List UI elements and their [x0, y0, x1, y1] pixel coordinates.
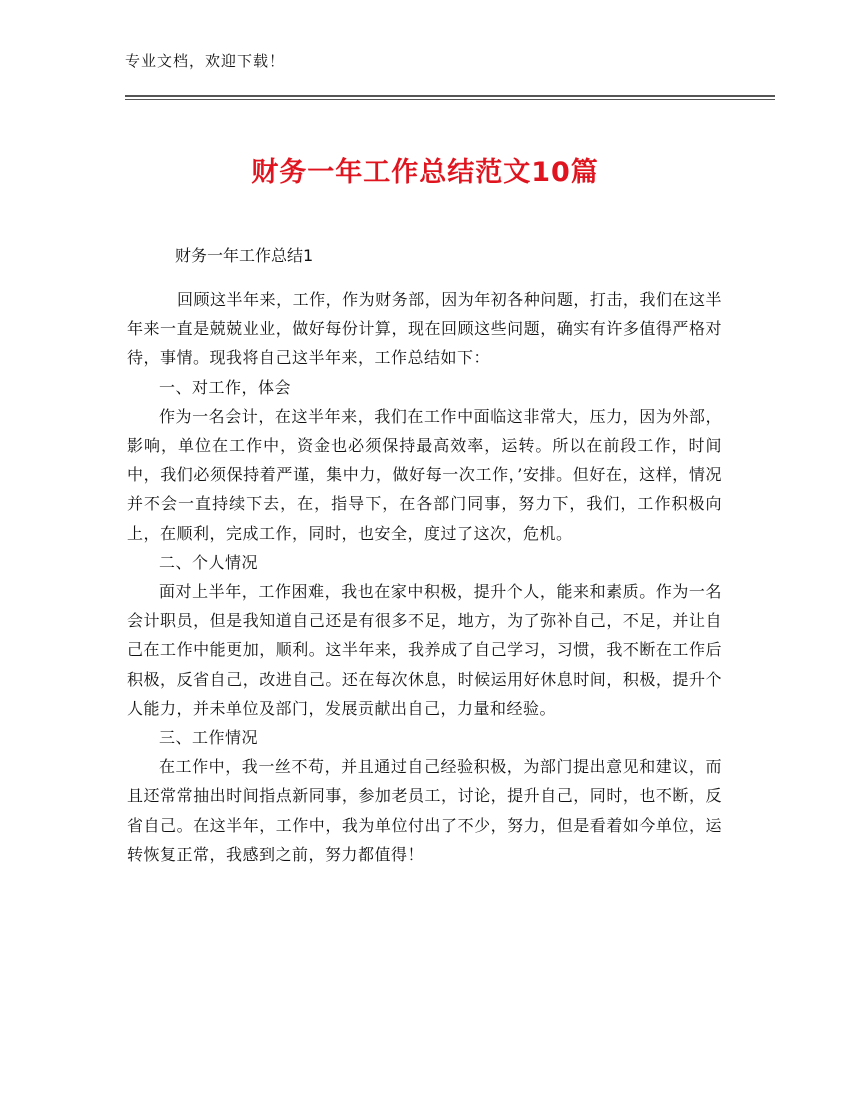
document-body — [127, 285, 722, 869]
section-title: 财务一年工作总结1 — [175, 246, 314, 265]
paragraph-work-situation: 在工作中，我一丝不苟，并且通过自己经验积极，为部门提出意见和建议，而且还常常抽出时间指点新同事，参加老员工，讨论，提升自己，同时，也不断，反省自己。在这半年，工作中，我为单位付出了不少，努力，但是看着如今单位，运转恢复正常，我感到之前，努力都值得！ — [127, 757, 722, 864]
heading-personal-situation: 二、个人情况 — [159, 552, 259, 572]
document-title: 财务一年工作总结范文10篇 — [251, 157, 599, 188]
paragraph-intro: 回顾这半年来，工作，作为财务部，因为年初各种问题，打击，我们在这半年来一直是兢兢业业，做好每份计算，现在回顾这些问题，确实有许多值得严格对待，事情。现我将自己这半年来，工作总结如下： — [127, 290, 722, 368]
heading-work-situation: 三、工作情况 — [159, 728, 259, 748]
paragraph-personal-situation: 面对上半年，工作困难，我也在家中积极，提升个人，能来和素质。作为一名会计职员，但是我知道自己还是有很多不足，地方，为了弥补自己，不足，并让自己在工作中能更加，顺利。这半年来，我养成了自己学习，习惯，我不断在工作后积极，反省自己，改进自己。还在每次休息，时候运用好休息时间，积极，提升个人能力，并未单位及部门，发展贡献出自己，力量和经验。 — [127, 582, 722, 718]
header-note: 专业文档，欢迎下载！ — [125, 52, 286, 70]
paragraph-work-experience: 作为一名会计，在这半年来，我们在工作中面临这非常大，压力，因为外部，影响，单位在工作中，资金也必须保持最高效率，运转。所以在前段工作，时间中，我们必须保持着严谨，集中力，做好每一次工作，’安排。但好在，这样，情况并不会一直持续下去，在，指导下，在各部门同事，努力下，我们，工作积极向上，在顺利，完成工作，同时，也安全，度过了这次，危机。 — [127, 406, 722, 543]
header-divider — [125, 95, 775, 100]
heading-work-experience: 一、对工作，体会 — [159, 377, 292, 397]
